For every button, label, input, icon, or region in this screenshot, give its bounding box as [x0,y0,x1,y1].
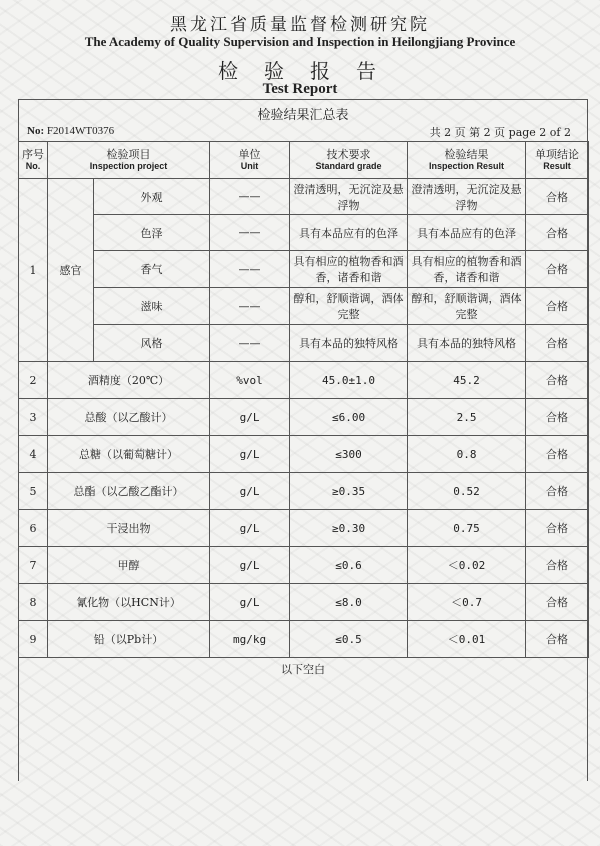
item-conclusion: 合格 [526,179,589,215]
item-standard: ≥0.30 [290,510,408,547]
item-unit: g/L [210,547,290,584]
row-number: 6 [19,510,48,547]
item-standard: ≥0.35 [290,473,408,510]
academy-name-en: The Academy of Quality Supervision and Inspection in Heilongjiang Province [84,34,516,49]
item-unit: mg/kg [210,621,290,658]
table-row [19,547,589,584]
item-conclusion: 合格 [526,251,589,288]
item-standard: 具有本品应有的色泽 [290,215,408,251]
col-header-no-en: No. [25,161,41,171]
row-number: 5 [19,473,48,510]
col-header-project-cn: 检验项目 [106,148,151,161]
item-result: 具有本品应有的色泽 [408,215,526,251]
item-conclusion: 合格 [526,547,589,584]
item-name: 总酯（以乙酸乙酯计） [48,473,210,510]
table-row [19,584,589,621]
report-title-en: Test Report [262,81,338,97]
blank-below-remark: 以下空白 [281,663,325,676]
item-name: 风格 [94,325,210,362]
col-header-result-cn: 检验结果 [444,148,489,161]
item-standard: 45.0±1.0 [290,362,408,399]
item-unit: g/L [210,584,290,621]
item-name: 甲醇 [48,547,210,584]
item-name: 滋味 [94,288,210,325]
item-standard: ≤0.6 [290,547,408,584]
item-name: 香气 [94,251,210,288]
table-row [19,621,589,658]
item-name: 酒精度（20℃） [48,362,210,399]
row-number: 7 [19,547,48,584]
col-header-unit-cn: 单位 [238,148,261,161]
col-header-result [408,142,526,179]
table-row [19,251,589,288]
table-row [19,325,589,362]
summary-title: 检验结果汇总表 [257,108,349,123]
row-number: 4 [19,436,48,473]
table-row [19,510,589,547]
item-unit: —— [210,288,290,325]
item-standard: ≤0.5 [290,621,408,658]
item-standard: 醇和，舒顺谐调，酒体完整 [290,288,408,325]
summary-frame [18,99,588,781]
report-number-label: No: [27,125,45,137]
item-unit: —— [210,215,290,251]
item-unit: %vol [210,362,290,399]
col-header-unit [210,142,290,179]
item-standard: ≤8.0 [290,584,408,621]
item-name: 氰化物（以HCN计） [48,584,210,621]
col-header-conclusion-cn: 单项结论 [535,148,580,161]
item-result: ＜0.02 [408,547,526,584]
item-unit: g/L [210,399,290,436]
item-standard: 具有相应的植物香和酒香，诸香和谐 [290,251,408,288]
report-title-cn: 检验报告 [218,59,402,83]
item-result: 0.75 [408,510,526,547]
report-number [27,125,114,137]
item-result: 45.2 [408,362,526,399]
item-conclusion: 合格 [526,473,589,510]
item-unit: —— [210,251,290,288]
row-number: 3 [19,399,48,436]
item-standard: 具有本品的独特风格 [290,325,408,362]
item-result: 0.52 [408,473,526,510]
item-unit: g/L [210,510,290,547]
table-header-row [19,142,589,179]
item-unit: —— [210,325,290,362]
item-result: 具有相应的植物香和酒香，诸香和谐 [408,251,526,288]
col-header-conclusion [526,142,589,179]
item-conclusion: 合格 [526,399,589,436]
item-standard: ≤300 [290,436,408,473]
col-header-unit-en: Unit [240,161,259,171]
row-number: 9 [19,621,48,658]
item-conclusion: 合格 [526,288,589,325]
item-result: ＜0.01 [408,621,526,658]
table-row [19,436,589,473]
item-name: 外观 [94,179,210,215]
item-name: 铅（以Pb计） [48,621,210,658]
report-number-value: F2014WT0376 [46,125,115,137]
item-conclusion: 合格 [526,436,589,473]
row-number: 1 [19,179,48,362]
item-conclusion: 合格 [526,510,589,547]
col-header-no [19,142,48,179]
item-conclusion: 合格 [526,362,589,399]
col-header-conclusion-en: Result [543,161,571,171]
item-result: 具有本品的独特风格 [408,325,526,362]
table-row [19,215,589,251]
item-name: 干浸出物 [48,510,210,547]
item-unit: —— [210,179,290,215]
item-conclusion: 合格 [526,215,589,251]
item-unit: g/L [210,473,290,510]
table-row [19,473,589,510]
row-number: 2 [19,362,48,399]
item-conclusion: 合格 [526,325,589,362]
col-header-standard-en: Standard grade [315,161,382,171]
page-info: 共 2 页 第 2 页 page 2 of 2 [429,126,571,139]
item-result: ＜0.7 [408,584,526,621]
col-header-result-en: Inspection Result [429,161,505,171]
item-result: 2.5 [408,399,526,436]
col-header-standard-cn: 技术要求 [326,148,371,161]
table-row [19,362,589,399]
item-standard: 澄清透明，无沉淀及悬浮物 [290,179,408,215]
item-conclusion: 合格 [526,584,589,621]
item-result: 澄清透明，无沉淀及悬浮物 [408,179,526,215]
table-row [19,179,589,215]
results-table [18,141,589,658]
item-result: 0.8 [408,436,526,473]
col-header-no-cn: 序号 [22,148,44,161]
item-name: 色泽 [94,215,210,251]
sensory-group-label: 感官 [48,179,94,362]
item-standard: ≤6.00 [290,399,408,436]
col-header-standard [290,142,408,179]
row-number: 8 [19,584,48,621]
item-unit: g/L [210,436,290,473]
academy-name-cn: 黑龙江省质量监督检测研究院 [170,15,430,35]
item-name: 总酸（以乙酸计） [48,399,210,436]
col-header-project-en: Inspection project [89,161,168,171]
item-conclusion: 合格 [526,621,589,658]
table-row [19,399,589,436]
item-name: 总糖（以葡萄糖计） [48,436,210,473]
col-header-project [48,142,210,179]
item-result: 醇和，舒顺谐调，酒体完整 [408,288,526,325]
table-row [19,288,589,325]
